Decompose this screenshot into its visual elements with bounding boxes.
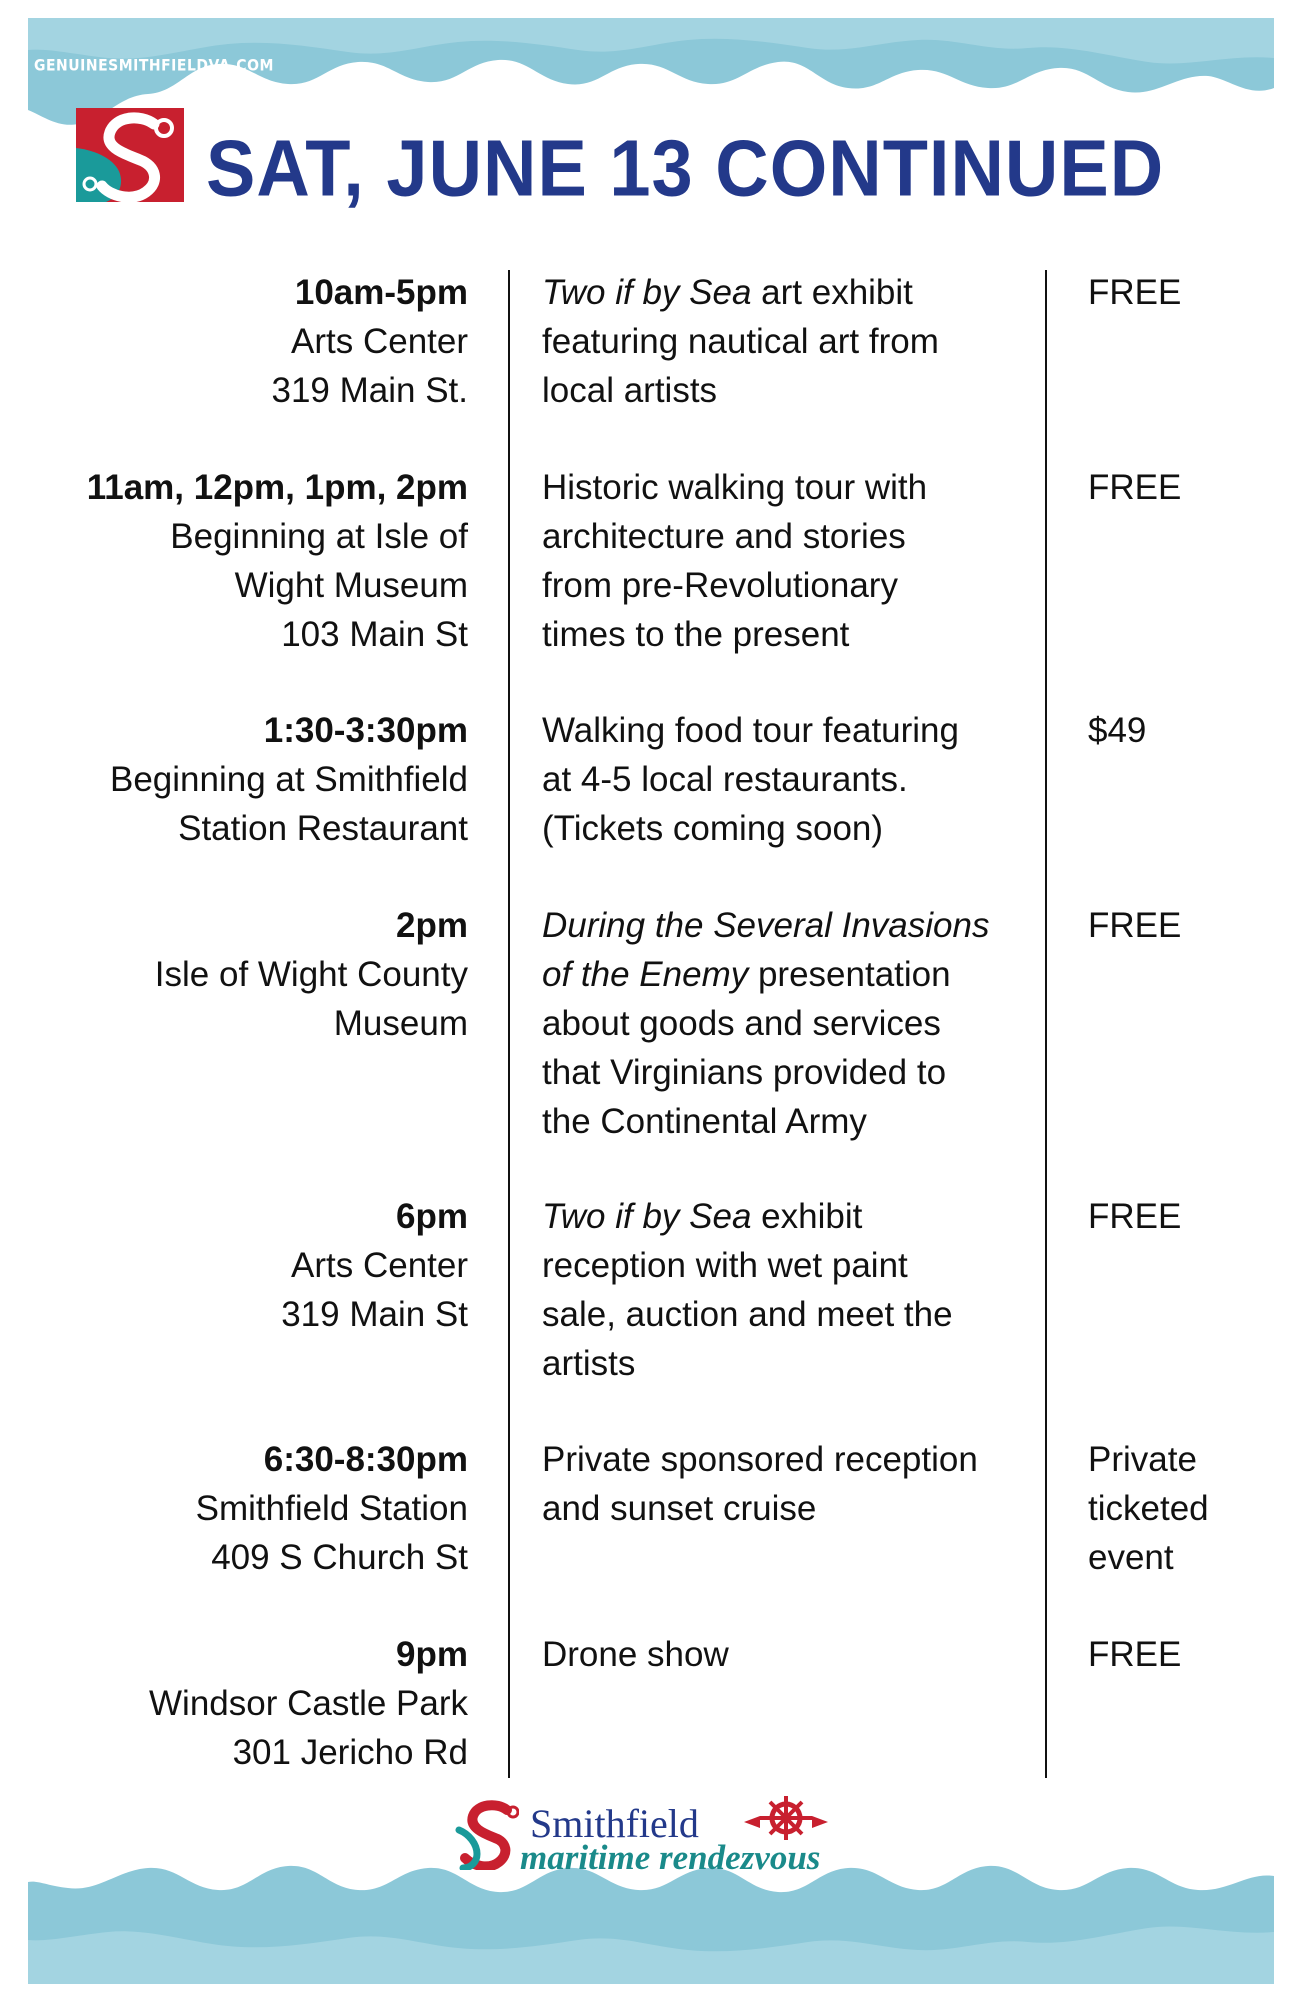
event-description-text: sale, auction and meet the: [542, 1295, 953, 1334]
event-description-line: [542, 1435, 1042, 1484]
event-price-line: event: [1088, 1538, 1174, 1577]
event-description-line: [542, 317, 1042, 366]
ship-wheel-icon: [740, 1796, 832, 1840]
event-description-text: reception with wet paint: [542, 1246, 908, 1285]
event-description-line: [542, 463, 1042, 512]
event-price: [1088, 706, 1278, 755]
event-description: [542, 1630, 1042, 1679]
event-description-text: local artists: [542, 371, 718, 410]
event-price-line: FREE: [1088, 273, 1182, 312]
event-description-text: presentation: [748, 955, 951, 994]
event-price: [1088, 463, 1278, 512]
event-description: [542, 1192, 1042, 1388]
event-description-text: the Continental Army: [542, 1102, 867, 1141]
event-location-line: Arts Center: [291, 322, 468, 361]
event-description-text: Walking food tour featuring: [542, 711, 959, 750]
event-price-line: $49: [1088, 711, 1147, 750]
event-description-text: that Virginians provided to: [542, 1053, 947, 1092]
event-price: [1088, 268, 1278, 317]
event-price-line: FREE: [1088, 1197, 1182, 1236]
event-description-line: [542, 512, 1042, 561]
event-location-line: Isle of Wight County: [154, 955, 468, 994]
event-description-text: art exhibit: [751, 273, 913, 312]
smithfield-s-logo: [76, 108, 184, 202]
event-description: [542, 268, 1042, 415]
event-price-line: FREE: [1088, 468, 1182, 507]
column-divider-left: [508, 270, 510, 1778]
event-time: 6:30-8:30pm: [263, 1440, 468, 1479]
event-description-text: about goods and services: [542, 1004, 941, 1043]
event-description-line: [542, 610, 1042, 659]
event-location-line: Windsor Castle Park: [149, 1684, 468, 1723]
event-description-line: [542, 999, 1042, 1048]
event-description: [542, 1435, 1042, 1533]
event-description-text: from pre-Revolutionary: [542, 566, 898, 605]
event-time-location: [28, 706, 468, 853]
event-location-line: Beginning at Isle of: [170, 517, 468, 556]
site-url: GENUINESMITHFIELDVA.COM: [34, 56, 274, 76]
event-description-text: at 4-5 local restaurants.: [542, 760, 908, 799]
event-time: 2pm: [396, 906, 468, 945]
event-title-italic: During the Several Invasions: [542, 906, 990, 945]
event-description-text: featuring nautical art from: [542, 322, 939, 361]
event-description: [542, 901, 1042, 1146]
event-description-line: [542, 1241, 1042, 1290]
event-time: 9pm: [396, 1635, 468, 1674]
event-location-line: Smithfield Station: [195, 1489, 468, 1528]
event-description-text: and sunset cruise: [542, 1489, 817, 1528]
event-description-line: [542, 901, 1042, 950]
event-title-italic: Two if by Sea: [542, 1197, 752, 1236]
event-description-line: [542, 706, 1042, 755]
event-time-location: [28, 463, 468, 659]
event-time-location: [28, 1630, 468, 1777]
event-description-line: [542, 950, 1042, 999]
event-description-line: [542, 268, 1042, 317]
event-description-line: [542, 1097, 1042, 1146]
event-price: [1088, 1630, 1278, 1679]
event-description: [542, 463, 1042, 659]
event-description-text: Private sponsored reception: [542, 1440, 978, 1479]
footer-brand-line1: Smithfield: [530, 1801, 699, 1846]
event-time: 1:30-3:30pm: [263, 711, 468, 750]
event-description-line: [542, 366, 1042, 415]
footer-s-logo: [455, 1800, 519, 1870]
event-description-text: (Tickets coming soon): [542, 809, 884, 848]
event-price: [1088, 1192, 1278, 1241]
event-description: [542, 706, 1042, 853]
event-location-line: 103 Main St: [281, 615, 468, 654]
event-location-line: Beginning at Smithfield: [110, 760, 468, 799]
event-location-line: 319 Main St: [281, 1295, 468, 1334]
event-time: 11am, 12pm, 1pm, 2pm: [86, 468, 468, 507]
event-location-line: 301 Jericho Rd: [232, 1733, 468, 1772]
event-location-line: Station Restaurant: [178, 809, 468, 848]
page-title: SAT, JUNE 13 CONTINUED: [206, 123, 1165, 213]
event-time-location: [28, 268, 468, 415]
event-description-text: Historic walking tour with: [542, 468, 928, 507]
event-time: 10am-5pm: [294, 273, 468, 312]
event-price-line: ticketed: [1088, 1489, 1209, 1528]
event-description-line: [542, 1192, 1042, 1241]
event-title-italic: of the Enemy: [542, 955, 749, 994]
event-price-line: Private: [1088, 1440, 1197, 1479]
event-description-line: [542, 1290, 1042, 1339]
event-description-line: [542, 561, 1042, 610]
event-time-location: [28, 1192, 468, 1339]
event-description-text: artists: [542, 1344, 636, 1383]
event-time-location: [28, 1435, 468, 1582]
event-price: [1088, 1435, 1278, 1582]
event-price-line: FREE: [1088, 1635, 1182, 1674]
event-location-line: 409 S Church St: [211, 1538, 468, 1577]
top-wave-banner: [28, 18, 1274, 138]
event-location-line: 319 Main St.: [271, 371, 468, 410]
event-description-line: [542, 1048, 1042, 1097]
event-description-line: [542, 1630, 1042, 1679]
event-price-line: FREE: [1088, 906, 1182, 945]
event-description-line: [542, 755, 1042, 804]
event-location-line: Arts Center: [291, 1246, 468, 1285]
event-description-line: [542, 1484, 1042, 1533]
event-description-text: Drone show: [542, 1635, 729, 1674]
event-description-line: [542, 1339, 1042, 1388]
footer-brand-line2: maritime rendezvous: [520, 1838, 821, 1877]
event-description-text: architecture and stories: [542, 517, 906, 556]
event-description-text: times to the present: [542, 615, 850, 654]
event-location-line: Museum: [333, 1004, 468, 1043]
event-location-line: Wight Museum: [234, 566, 468, 605]
column-divider-right: [1045, 270, 1047, 1778]
event-time-location: [28, 901, 468, 1048]
event-description-line: [542, 804, 1042, 853]
event-price: [1088, 901, 1278, 950]
event-title-italic: Two if by Sea: [542, 273, 752, 312]
event-time: 6pm: [396, 1197, 468, 1236]
event-description-text: exhibit: [751, 1197, 863, 1236]
